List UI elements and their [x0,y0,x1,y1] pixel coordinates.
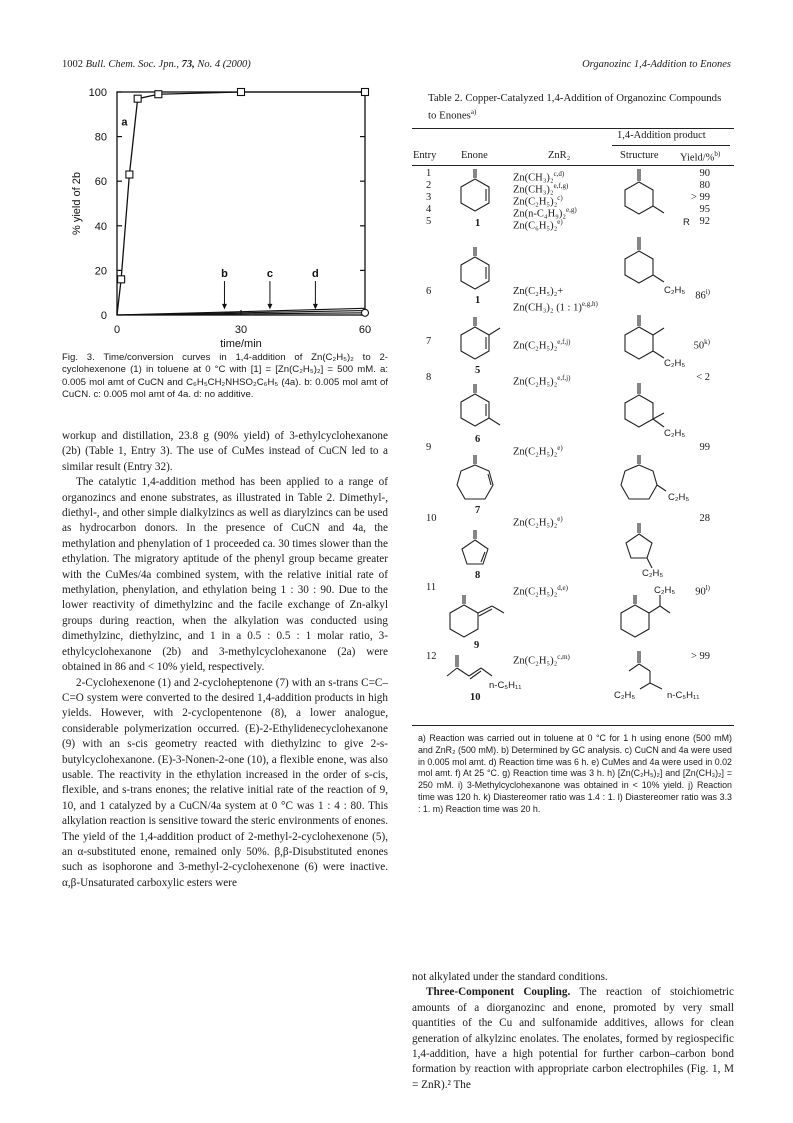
plot-frame [117,92,365,315]
annotation-label-d: d [312,268,319,281]
data-point [118,276,125,283]
yield-value: 28 [699,513,710,524]
col-yield: Yield/%$^{b)}$ [680,150,721,164]
data-point [238,89,245,96]
table-caption-sup: a) [470,107,477,116]
entry-number: 10 [426,513,437,524]
yield-value: 90 [699,168,710,179]
entry-number: 1 [426,168,432,179]
left-column-text [62,429,388,891]
data-point [362,89,369,96]
annotation-label-a: a [121,116,128,129]
znr2-reagent: Zn(C₂H₅)₂$^{e,f,j)}$ [513,374,571,388]
col-structure: Structure [620,150,659,161]
section-heading: Three-Component Coupling. [426,986,571,999]
znr2-reagent: Zn(C₆H₅)₂$^{e)}$ [513,218,563,232]
y-tick-label: 100 [88,87,107,99]
entry-number: 12 [426,651,437,662]
series-line-a [117,92,365,315]
znr2-reagent: Zn(n-C₄H₉)₂$^{e,g)}$ [513,206,577,220]
col-enone: Enone [461,150,488,161]
yield-value: 80 [699,180,710,191]
compound-label: 5 [475,365,481,376]
annotation-arrowhead [267,304,272,310]
x-axis-label: time/min [220,338,262,350]
znr2-reagent: Zn(C₂H₅)₂$^{e)}$ [513,515,563,529]
structure-label-c2h5: C₂H₅ [654,585,676,596]
x-tick-label: 60 [358,324,372,336]
figure-caption: Fig. 3. Time/conversion curves in 1,4-addition of Zn(C₂H₅)₂ to 2-cyclohexenone (1) in toluene at 0 °C with [1] = [Zn(C₂H₅)₂] = 500 mM. a: 0.005 mol amt of CuCN and C₆H₅CH₂NHSO₂C₆H₅ (4a). b: 0.005 mol amt of CuCN. c: 0.005 mol amt of 4a. d: no additive. [62,352,388,401]
data-point [362,309,369,316]
paragraph: workup and distillation, 23.8 g (90% yield) of 3-ethylcyclohexanone (2b) (Table 1, Entry 3). The use of CuMes instead of CuCN led to a similar result (Entry 32). [62,430,388,473]
annotation-label-b: b [221,268,228,281]
3-methylcyclohexenone-6-structure [461,384,500,426]
cycloheptenone-7-structure [457,455,493,499]
entry-number: 2 [426,180,432,191]
x-tick-label: 30 [234,324,248,336]
y-tick-label: 80 [94,131,107,144]
y-tick-label: 60 [94,176,107,189]
yield-value: 92 [699,216,710,227]
page-header [62,59,251,70]
structure-label-c2h5: C₂H₅ [614,690,636,701]
structure-label-c2h5: C₂H₅ [668,492,690,503]
journal-name: Bull. Chem. Soc. Jpn., [85,59,179,70]
group-header-rule [612,145,730,146]
table-footnotes: a) Reaction was carried out in toluene at 0 °C for 1 h using enone (500 mM) and ZnR₂ (500 mM). b) Determined by GC analysis. c) CuCN and 4a were used in 0.005 mol amt. d) Reaction time was 6 h. e) CuMes and 4a were used in 0.02 mol amt. f) At 25 °C. g) Reaction time was 3 h. h) [Zn(C₂H₅)₂] and [Zn(CH₃)₂] = 250 mM. i) 3-Methylcyclohexanone was obtained in < 10% yield. j) Reaction time was 120 h. k) Diastereomer ratio was 1.4 : 1. l) Diastereomer ratio was 3.3 : 1. m) Reaction time was 20 h. [418,733,732,814]
compound-label: 1 [475,218,481,229]
znr2-reagent: Zn(CH₃)₂$^{c,d)}$ [513,170,565,184]
yield-value: 86$^{i)}$ [695,288,710,302]
annotation-arrowhead [222,304,227,310]
structure-label-nc5h11: n-C₅H₁₁ [667,690,700,701]
journal-volume: 73, [181,59,195,70]
structure-label-c2h5: C₂H₅ [642,568,664,579]
3-ethylcyclopentanone-structure [626,523,652,568]
y-tick-label: 20 [94,265,107,278]
cyclopentenone-8-structure [462,530,488,564]
entry-number: 9 [426,442,432,453]
y-tick-label: 40 [94,220,107,233]
yield-value: > 99 [690,651,710,662]
yield-value: > 99 [690,192,710,203]
compound-label: 7 [475,505,481,516]
compound-label: 10 [470,692,481,703]
3-ethylcycloheptanone-structure [621,455,666,499]
yield-value: < 2 [696,372,710,383]
cyclohexanone-r-structure [625,169,664,214]
compound-label: 8 [475,570,481,581]
entry-number: 11 [426,582,437,593]
journal-issue: No. 4 (2000) [197,59,251,70]
paragraph: 2-Cyclohexenone (1) and 2-cycloheptenone (7) with an s-trans C=C–C=O system were converted to the desired 1,4-addition products in high yields. However, with 2-cyclopentenone (8), a lower analogue, considerable polymerization occurred. (E)-2-Ethylidenecyclohexanone (9) with an s-cis geometry reacted with diethylzinc to give 2-s-butylcyclohexanone. (E)-3-Nonen-2-one (10), a flexible enone, was also usable. The reactivity in the ethylation increased in the order of s-cis, flexible, and s-trans enones; the relative initial rate of the reaction of 9, 10, and 1 catalyzed by a CuCN/4a system at 0 °C was 1 : 4 : 80. This alkylation reaction is sensitive toward the steric environments of enones. The yield of the 1,4-addition product of 2-methyl-2-cyclohexenone (5), an α-substituted enone, remained only 50%. β,β-Disubstituted enones such as isophorone and 3-methyl-2-cyclohexenone (6) were inactive. α,β-Unsaturated carboxylic esters were [62,676,388,889]
col-znr2: ZnR₂ [548,150,571,161]
entry-number: 4 [426,204,432,215]
entry-number: 8 [426,372,432,383]
structure-label-r: R [683,217,690,228]
2-s-butylcyclohexanone-structure [621,595,670,637]
structure-drawings [412,165,734,725]
compound-label: 1 [475,295,481,306]
4-ethyl-2-nonanone-structure [629,651,662,689]
3-ethylcyclohexanone-structure [625,237,664,283]
running-title: Organozinc 1,4-Addition to Enones [582,59,731,70]
table-caption-text: Table 2. Copper-Catalyzed 1,4-Addition of Organozinc Compounds to Enones [428,92,722,122]
paragraph: The catalytic 1,4-addition method has been applied to a range of organozincs and enone substrates, as illustrated in Table 2. Dimethyl-, diethyl-, and other simple dialkylzincs as well as diarylzincs can be used as hydrocarbon donors. In the presence of CuCN and 4a, the methylation and phenylation of 1 proceeded ca. 30 times slower than the ethylation. The migratory aptitude of the phenyl group became greater with the CuMes/4a combined system, with the relative initial rate of methylation, phenylation, and ethylation being 1 : 30 : 90. Due to the lower reactivity of dimethylzinc and the facile exchange of Zn-alkyl groups during reaction, when the alkylation was conducted using dimethylzinc, diethylzinc, and 1 in a 0.5 : 0.5 : 1 molar ratio, 3-ethylcyclohexanone (2b) and 3-methylcyclohexanone (2a) were obtained in 86 and < 10% yield, respectively. [62,476,388,674]
compound-label: 9 [474,640,480,651]
yield-value: 95 [699,204,710,215]
table-bottom-rule [412,725,734,726]
znr2-reagent: Zn(C₂H₅)₂$^{c)}$ [513,194,563,208]
paragraph: not alkylated under the standard conditions. [412,971,608,983]
col-entry: Entry [413,150,437,161]
right-column-text [412,970,734,1093]
data-point [126,171,133,178]
entry-number: 7 [426,336,432,347]
znr2-reagent: Zn(CH₃)₂$^{e,f,g)}$ [513,182,569,196]
2-methyl-3-ethylcyclohexanone-structure [625,315,664,359]
cyclohexenone-1-structure [461,247,489,289]
znr2-reagent: Zn(C₂H₅)₂$^{e,f,j)}$ [513,338,571,352]
3-nonen-2-one-10-structure [447,655,492,679]
structure-label-c2h5: C₂H₅ [664,358,686,369]
znr2-reagent: Zn(C₂H₅)₂+ Zn(CH₃)₂ (1 : 1)$^{e,g,h)}$ [513,286,598,314]
y-axis-label: % yield of 2b [71,172,83,235]
yield-value: 99 [699,442,710,453]
structure-label-c2h5: C₂H₅ [664,285,686,296]
2-methylcyclohexenone-5-structure [461,317,500,359]
table-group-header: 1,4-Addition product [617,130,706,141]
entry-number: 3 [426,192,432,203]
entry-number: 5 [426,216,432,227]
entry-number: 6 [426,286,432,297]
table-top-rule [412,128,734,129]
2-ethylidenecyclohexanone-9-structure [450,595,504,637]
data-point [155,91,162,98]
structure-label-c2h5: C₂H₅ [664,428,686,439]
znr2-reagent: Zn(C₂H₅)₂$^{e)}$ [513,444,563,458]
znr2-reagent: Zn(C₂H₅)₂$^{d,e)}$ [513,584,568,598]
table-caption [428,92,728,123]
cyclohexenone-1-structure [461,169,489,211]
compound-label: 6 [475,434,481,445]
paragraph: Three-Component Coupling. The reaction of stoichiometric amounts of a diorganozinc and enone, promoted by very small quantities of the Cu and sulfonamide additives, allows for clean generation of alkylzinc enolates. The enolates, formed by regiospecific 1,4-addition, have a high potential for further carbon–carbon bond formation by reaction with appropriate carbon electrophiles (Fig. 1, M = ZnR).² The [412,986,734,1091]
yield-value: 50$^{k)}$ [693,338,710,352]
figure-3-chart [62,80,392,350]
data-point [134,95,141,102]
structure-label-nc5h11: n-C₅H₁₁ [489,680,522,691]
3-methyl-3-ethylcyclohexanone-structure [625,383,664,427]
annotation-label-c: c [266,268,273,281]
znr2-reagent: Zn(C₂H₅)₂$^{c,m)}$ [513,653,570,667]
annotation-arrowhead [313,304,318,310]
y-tick-label: 0 [100,310,107,322]
yield-value: 90$^{l)}$ [695,584,710,598]
x-tick-label: 0 [113,324,121,336]
page-number: 1002 [62,59,83,70]
